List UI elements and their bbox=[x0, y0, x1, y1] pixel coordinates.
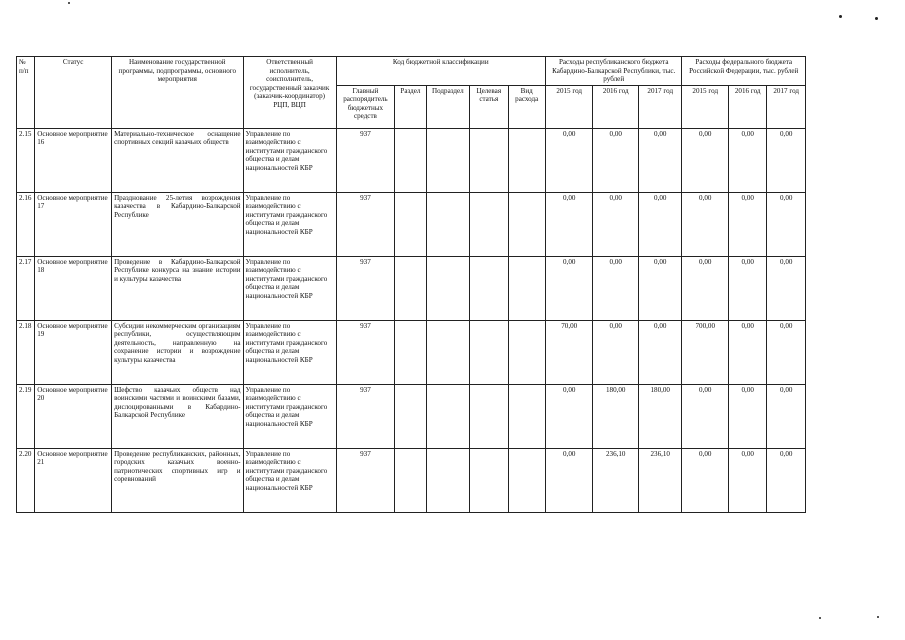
header-regional-2016: 2016 год bbox=[593, 85, 639, 128]
row-federal-2016: 0,00 bbox=[729, 320, 767, 384]
row-regional-2015: 0,00 bbox=[545, 128, 593, 192]
row-grbs: 937 bbox=[336, 448, 395, 512]
row-regional-2016: 0,00 bbox=[593, 256, 639, 320]
scan-speck bbox=[877, 616, 879, 618]
row-target-article bbox=[470, 384, 508, 448]
header-federal-2015: 2015 год bbox=[682, 85, 729, 128]
row-federal-2016: 0,00 bbox=[729, 448, 767, 512]
row-regional-2015: 0,00 bbox=[545, 448, 593, 512]
row-regional-2015: 0,00 bbox=[545, 192, 593, 256]
row-federal-2017: 0,00 bbox=[767, 384, 806, 448]
row-regional-2017: 0,00 bbox=[638, 128, 682, 192]
row-subsection bbox=[426, 128, 469, 192]
scan-speck bbox=[68, 2, 70, 4]
header-subsection: Подраздел bbox=[426, 85, 469, 128]
scan-speck bbox=[819, 617, 821, 619]
row-regional-2017: 0,00 bbox=[638, 192, 682, 256]
row-section bbox=[395, 192, 426, 256]
row-section bbox=[395, 256, 426, 320]
header-federal-2016: 2016 год bbox=[729, 85, 767, 128]
row-name: Материально-техническое оснащение спортивных секций казачьих обществ bbox=[112, 128, 243, 192]
scan-speck bbox=[875, 17, 878, 20]
row-regional-2015: 0,00 bbox=[545, 256, 593, 320]
row-name: Проведение в Кабардино-Балкарской Республике конкурса на знание истории и культуры казачества bbox=[112, 256, 243, 320]
row-status: Основное мероприятие 18 bbox=[35, 256, 112, 320]
row-num: 2.15 bbox=[17, 128, 35, 192]
row-grbs: 937 bbox=[336, 320, 395, 384]
row-expense-type bbox=[508, 448, 545, 512]
row-num: 2.18 bbox=[17, 320, 35, 384]
row-section bbox=[395, 448, 426, 512]
table-row bbox=[17, 320, 806, 384]
row-expense-type bbox=[508, 128, 545, 192]
header-responsible: Ответственный исполнитель, соисполнитель, государственный заказчик (заказчик-координатор) РЦП, ВЦП bbox=[243, 57, 336, 129]
row-responsible: Управление по взаимодействию с институтами гражданского общества и делам национальностей КБР bbox=[243, 256, 336, 320]
row-regional-2016: 236,10 bbox=[593, 448, 639, 512]
row-status: Основное мероприятие 21 bbox=[35, 448, 112, 512]
row-expense-type bbox=[508, 192, 545, 256]
row-name: Субсидии некоммерческим организациям республики, осуществляющим деятельность, направленную на сохранение истории и возрождение культуры казачества bbox=[112, 320, 243, 384]
row-federal-2015: 700,00 bbox=[682, 320, 729, 384]
row-federal-2017: 0,00 bbox=[767, 256, 806, 320]
row-federal-2016: 0,00 bbox=[729, 192, 767, 256]
header-regional-group: Расходы республиканского бюджета Кабардино-Балкарской Республики, тыс. рублей bbox=[545, 57, 682, 86]
row-federal-2015: 0,00 bbox=[682, 448, 729, 512]
row-federal-2016: 0,00 bbox=[729, 384, 767, 448]
table-row bbox=[17, 192, 806, 256]
row-section bbox=[395, 320, 426, 384]
header-num: № п/п bbox=[17, 57, 35, 129]
row-num: 2.20 bbox=[17, 448, 35, 512]
row-federal-2015: 0,00 bbox=[682, 384, 729, 448]
row-regional-2015: 0,00 bbox=[545, 384, 593, 448]
row-status: Основное мероприятие 19 bbox=[35, 320, 112, 384]
header-federal-2017: 2017 год bbox=[767, 85, 806, 128]
row-regional-2016: 0,00 bbox=[593, 192, 639, 256]
row-responsible: Управление по взаимодействию с институтами гражданского общества и делам национальностей КБР bbox=[243, 192, 336, 256]
row-subsection bbox=[426, 192, 469, 256]
row-name: Празднование 25-летия возрождения казачества в Кабардино-Балкарской Республике bbox=[112, 192, 243, 256]
row-regional-2015: 70,00 bbox=[545, 320, 593, 384]
row-num: 2.19 bbox=[17, 384, 35, 448]
row-federal-2017: 0,00 bbox=[767, 192, 806, 256]
header-target-article: Целевая статья bbox=[470, 85, 508, 128]
row-target-article bbox=[470, 128, 508, 192]
row-subsection bbox=[426, 448, 469, 512]
row-grbs: 937 bbox=[336, 192, 395, 256]
row-subsection bbox=[426, 256, 469, 320]
row-status: Основное мероприятие 20 bbox=[35, 384, 112, 448]
header-expense-type: Вид расхода bbox=[508, 85, 545, 128]
row-subsection bbox=[426, 320, 469, 384]
row-expense-type bbox=[508, 256, 545, 320]
row-regional-2016: 0,00 bbox=[593, 320, 639, 384]
row-responsible: Управление по взаимодействию с институтами гражданского общества и делам национальностей КБР bbox=[243, 384, 336, 448]
row-target-article bbox=[470, 320, 508, 384]
row-regional-2017: 180,00 bbox=[638, 384, 682, 448]
table-row bbox=[17, 256, 806, 320]
row-grbs: 937 bbox=[336, 384, 395, 448]
row-status: Основное мероприятие 17 bbox=[35, 192, 112, 256]
row-regional-2016: 0,00 bbox=[593, 128, 639, 192]
row-target-article bbox=[470, 448, 508, 512]
row-regional-2017: 0,00 bbox=[638, 256, 682, 320]
row-target-article bbox=[470, 256, 508, 320]
table-row bbox=[17, 384, 806, 448]
row-federal-2017: 0,00 bbox=[767, 128, 806, 192]
row-num: 2.16 bbox=[17, 192, 35, 256]
table-row bbox=[17, 128, 806, 192]
budget-table-container bbox=[16, 56, 806, 513]
row-num: 2.17 bbox=[17, 256, 35, 320]
budget-table bbox=[16, 56, 806, 513]
row-grbs: 937 bbox=[336, 128, 395, 192]
header-row-top bbox=[17, 57, 806, 86]
row-federal-2017: 0,00 bbox=[767, 448, 806, 512]
header-grbs: Главный распорядитель бюджетных средств bbox=[336, 85, 395, 128]
row-grbs: 937 bbox=[336, 256, 395, 320]
row-responsible: Управление по взаимодействию с институтами гражданского общества и делам национальностей КБР bbox=[243, 320, 336, 384]
row-regional-2017: 236,10 bbox=[638, 448, 682, 512]
row-status: Основное мероприятие 16 bbox=[35, 128, 112, 192]
row-federal-2016: 0,00 bbox=[729, 128, 767, 192]
row-section bbox=[395, 128, 426, 192]
row-federal-2015: 0,00 bbox=[682, 192, 729, 256]
header-federal-group: Расходы федерального бюджета Российской Федерации, тыс. рублей bbox=[682, 57, 806, 86]
row-expense-type bbox=[508, 320, 545, 384]
header-name: Наименование государственной программы, подпрограммы, основного мероприятия bbox=[112, 57, 243, 129]
row-federal-2015: 0,00 bbox=[682, 256, 729, 320]
header-regional-2017: 2017 год bbox=[638, 85, 682, 128]
header-code-group: Код бюджетной классификации bbox=[336, 57, 545, 86]
row-regional-2016: 180,00 bbox=[593, 384, 639, 448]
row-federal-2016: 0,00 bbox=[729, 256, 767, 320]
row-subsection bbox=[426, 384, 469, 448]
row-section bbox=[395, 384, 426, 448]
row-name: Шефство казачьих обществ над воинскими частями и воинскими базами, дислоцированными в Кабардино-Балкарской Республике bbox=[112, 384, 243, 448]
table-row bbox=[17, 448, 806, 512]
header-section: Раздел bbox=[395, 85, 426, 128]
row-federal-2015: 0,00 bbox=[682, 128, 729, 192]
row-name: Проведение республиканских, районных, городских казачьих военно-патриотических спортивных игр и соревнований bbox=[112, 448, 243, 512]
row-target-article bbox=[470, 192, 508, 256]
header-status: Статус bbox=[35, 57, 112, 129]
header-regional-2015: 2015 год bbox=[545, 85, 593, 128]
scan-speck bbox=[839, 15, 842, 18]
row-responsible: Управление по взаимодействию с институтами гражданского общества и делам национальностей КБР bbox=[243, 128, 336, 192]
row-regional-2017: 0,00 bbox=[638, 320, 682, 384]
row-responsible: Управление по взаимодействию с институтами гражданского общества и делам национальностей КБР bbox=[243, 448, 336, 512]
row-federal-2017: 0,00 bbox=[767, 320, 806, 384]
row-expense-type bbox=[508, 384, 545, 448]
